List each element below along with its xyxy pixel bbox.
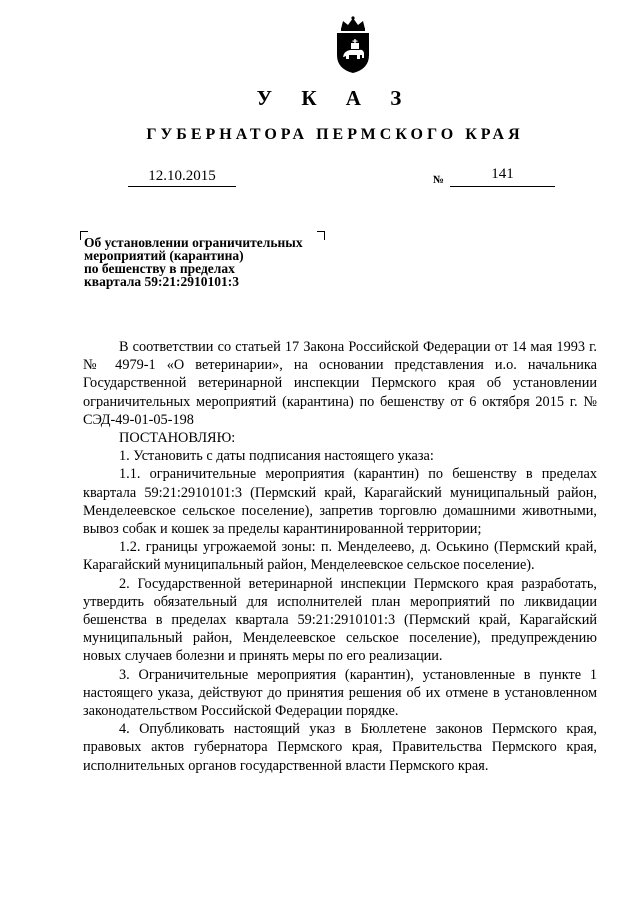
decree-number: 141: [450, 166, 555, 187]
subject-line: квартала 59:21:2910101:3: [84, 274, 239, 289]
decree-body: [83, 338, 597, 775]
item-paragraph: 2. Государственной ветеринарной инспекции Пермского края разработать, утвердить обязательный для исполнителей план мероприятий по ликвидации бешенства в пределах квартала 59:21:2910101:3 (Пермский край, Карагайский муниципальный район, Менделеевское сельское поселение), предупреждению новых случаев болезни и принять меры по его реализации.: [83, 575, 597, 665]
decree-keyword: ПОСТАНОВЛЯЮ:: [119, 430, 236, 447]
item-paragraph: 1.2. границы угрожаемой зоны: п. Менделеево, д. Оськино (Пермский край, Карагайский муниципальный район, Менделеевское сельское поселение).: [83, 539, 597, 574]
item-paragraph: 4. Опубликовать настоящий указ в Бюллетене законов Пермского края, правовых актов губернатора Пермского края, Правительства Пермского края, исполнительных органов государственной власти Пермского края.: [83, 721, 597, 774]
preamble-paragraph: В соответствии со статьей 17 Закона Российской Федерации от 14 мая 1993 г. № 4979-1 «О ветеринарии», на основании представления и.о. начальника Государственной ветеринарной инспекции Пермского края об установлении ограничительных мероприятий (карантина) по бешенству от 6 октября 2015 г. № СЭД-49-01-05-198: [83, 339, 597, 428]
subject-line: Об установлении ограничительных: [84, 235, 303, 250]
document-title: У К А З: [256, 86, 414, 110]
item-paragraph: 1.1. ограничительные мероприятия (карантин) по бешенству в пределах квартала 59:21:2910101:3 (Пермский край, Карагайский муниципальный район, Менделеевское сельское поселение), запретив торговлю домашними животными, вывоз собак и кошек за пределы карантинированной территории;: [83, 466, 597, 538]
decree-subject: [84, 236, 344, 288]
number-sign: №: [433, 174, 445, 186]
coat-of-arms-icon: [329, 15, 377, 75]
subject-line: мероприятий (карантина): [84, 248, 244, 263]
document-issuer: ГУБЕРНАТОРА ПЕРМСКОГО КРАЯ: [146, 126, 524, 143]
subject-line: по бешенству в пределах: [84, 261, 235, 276]
item-paragraph: 1. Установить с даты подписания настоящего указа:: [119, 448, 434, 465]
item-paragraph: 3. Ограничительные мероприятия (карантин), установленные в пункте 1 настоящего указа, действуют до принятия решения об их отмене в установленном законодательством Российской Федерации порядке.: [83, 666, 597, 720]
decree-date: 12.10.2015: [128, 168, 236, 187]
